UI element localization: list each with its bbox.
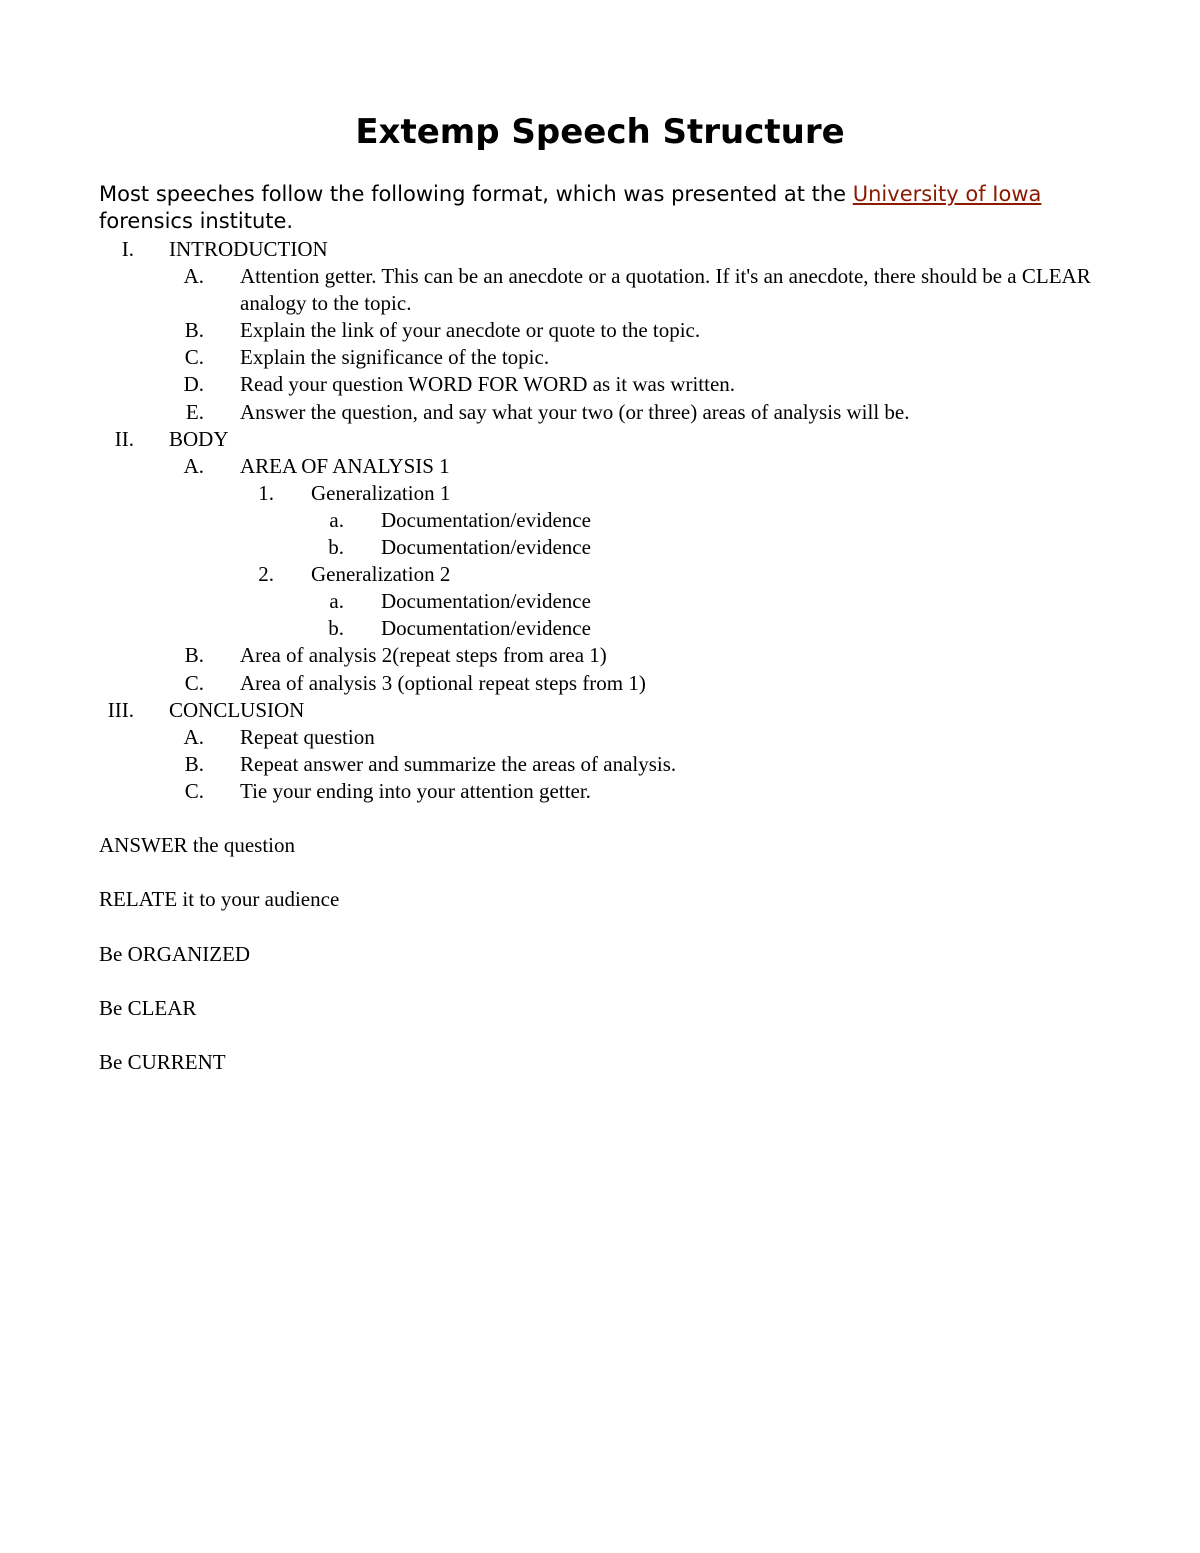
intro-text-before-link: Most speeches follow the following format, which was presented at the [99, 182, 853, 206]
outline-marker: a. [329, 507, 344, 532]
outline-evidence-item [0, 588, 1200, 615]
tip-organized: Be ORGANIZED [99, 941, 251, 966]
outline-marker: A. [183, 453, 204, 478]
outline-marker: I. [121, 237, 134, 261]
outline-subitem [0, 480, 1200, 507]
outline-item [0, 642, 1200, 669]
outline-evidence-text: Documentation/evidence [381, 616, 591, 641]
outline-item [0, 778, 1200, 805]
intro-paragraph [99, 181, 1109, 235]
outline-subitem-text: Generalization 1 [311, 480, 451, 505]
outline-marker: B. [184, 751, 204, 776]
tip-answer: ANSWER the question [99, 833, 295, 857]
outline-item [0, 344, 1200, 371]
outline-item-text: Area of analysis 3 (optional repeat steps from 1) [240, 670, 646, 695]
outline-section-label: CONCLUSION [169, 697, 305, 722]
outline-evidence-item [0, 534, 1200, 561]
speech-outline [0, 236, 1200, 805]
outline-item-text: AREA OF ANALYSIS 1 [240, 453, 450, 478]
outline-item-text: Answer the question, and say what your two (or three) areas of analysis will be. [240, 399, 910, 424]
outline-item-text: Repeat question [240, 724, 375, 749]
outline-item [0, 724, 1200, 751]
outline-marker: C. [184, 345, 204, 370]
outline-item [0, 317, 1200, 344]
tip-relate: RELATE it to your audience [99, 887, 340, 912]
tip-current: Be CURRENT [99, 1050, 226, 1075]
intro-text-after-link: forensics institute. [99, 209, 294, 233]
outline-evidence-item [0, 615, 1200, 642]
outline-section-conclusion [0, 697, 1200, 724]
outline-section-introduction [0, 236, 1200, 263]
outline-subitem-text: Generalization 2 [311, 562, 451, 587]
outline-item-text: Repeat answer and summarize the areas of analysis. [240, 751, 677, 776]
outline-marker: II. [114, 426, 134, 451]
outline-marker: 2. [258, 562, 274, 587]
outline-item [0, 453, 1200, 480]
outline-evidence-item [0, 507, 1200, 534]
outline-marker: b. [328, 535, 344, 560]
outline-evidence-text: Documentation/evidence [381, 535, 591, 560]
outline-item-text: Tie your ending into your attention getter. [240, 778, 591, 803]
tip-clear: Be CLEAR [99, 995, 197, 1020]
outline-marker: 1. [258, 480, 274, 505]
outline-evidence-text: Documentation/evidence [381, 589, 591, 614]
outline-marker: A. [183, 264, 204, 289]
outline-item-text: Explain the significance of the topic. [240, 345, 550, 370]
outline-marker: D. [183, 372, 204, 397]
outline-item [0, 670, 1200, 697]
outline-item [0, 371, 1200, 398]
outline-section-label: INTRODUCTION [169, 237, 328, 261]
outline-item-text: Read your question WORD FOR WORD as it was written. [240, 372, 736, 397]
speech-tips [99, 832, 339, 1103]
outline-section-label: BODY [169, 426, 229, 451]
outline-marker: B. [184, 318, 204, 343]
outline-marker: C. [184, 778, 204, 803]
outline-marker: a. [329, 589, 344, 614]
page-title: Extemp Speech Structure [355, 112, 845, 152]
outline-marker: C. [184, 670, 204, 695]
outline-item-text: Area of analysis 2(repeat steps from area 1) [240, 643, 607, 668]
outline-item-text: Attention getter. This can be an anecdote or a quotation. If it's an anecdote, there should be a CLEAR analogy to the topic. [240, 264, 1091, 316]
outline-item [0, 263, 1200, 317]
outline-section-body [0, 426, 1200, 453]
outline-item-text: Explain the link of your anecdote or quote to the topic. [240, 318, 701, 343]
outline-item [0, 399, 1200, 426]
outline-marker: A. [183, 724, 204, 749]
outline-subitem [0, 561, 1200, 588]
outline-item [0, 751, 1200, 778]
university-of-iowa-link[interactable]: University of Iowa [852, 182, 1042, 206]
outline-marker: III. [107, 697, 134, 722]
outline-evidence-text: Documentation/evidence [381, 507, 591, 532]
outline-marker: b. [328, 616, 344, 641]
outline-marker: B. [184, 643, 204, 668]
outline-marker: E. [185, 399, 204, 424]
